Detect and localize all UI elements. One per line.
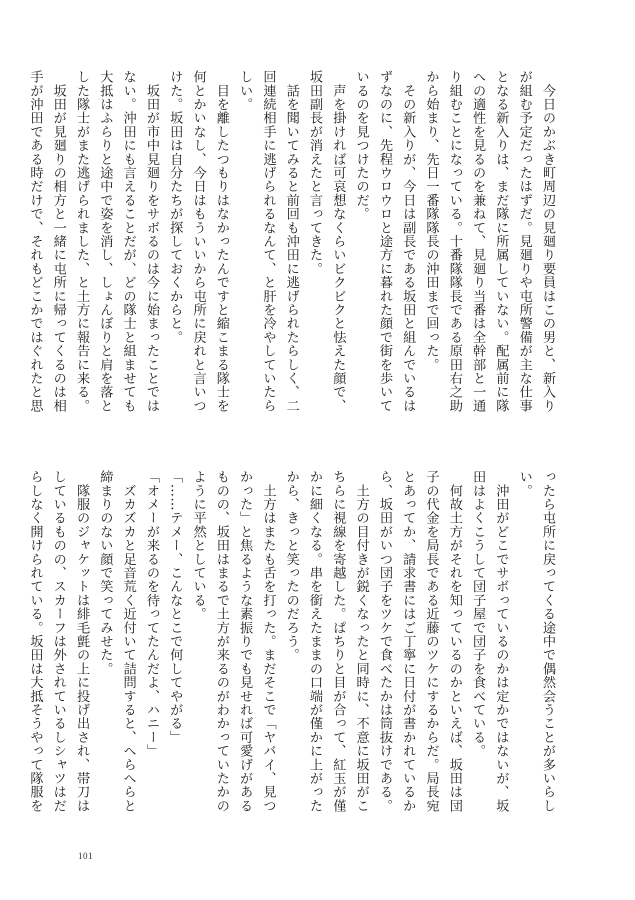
text-line: ちらに視線を寄越した。ぱちりと目が合って、紅玉が僅: [330, 470, 346, 813]
text-line: 坂田副長が消えたと言ってきた。: [307, 70, 323, 276]
text-line: 締まりのない顔で笑ってみせた。: [97, 470, 113, 676]
text-line: 手が沖田である時だけで、それもどこかではぐれたと思: [27, 70, 43, 413]
text-line: ない。沖田にも言えることだが、どの隊士と組ませても: [120, 70, 136, 413]
text-line: 目を離したつもりはなかったんですと縮こまる隊士を: [213, 70, 229, 413]
text-line: らしなく開けられている。坂田は大抵そうやって隊服を: [27, 470, 43, 813]
page-number: 101: [78, 851, 93, 861]
text-line: ものの、坂田はまるで土方が来るのがわかっていたかの: [213, 470, 229, 813]
text-line: かった」と焦るような素振りでも見せれば可愛げがある: [237, 470, 253, 813]
text-line: 回連続相手に逃げられるなんて、と肝を冷やしていたら: [260, 70, 276, 413]
text-line: 大抵はふらりと途中で姿を消し、しょんぼりと肩を落と: [97, 70, 113, 413]
text-line: 「……テメー、こんなとこで何してやがる」: [167, 470, 183, 744]
text-line: しているものの、スカーフは外されているしシャツはだ: [50, 470, 66, 813]
text-line: 土方はまたも舌を打った。まだそこで「ヤバイ、見つ: [260, 470, 276, 813]
text-line: 坂田が見廻りの相方と一緒に屯所に帰ってくるのは相: [50, 70, 66, 413]
text-line: ら、坂田がいつ団子をツケで食べたかは筒抜けである。: [376, 470, 392, 813]
text-line: 何故土方がそれを知っているのかといえば、坂田は団: [446, 470, 462, 813]
text-line: 「オメーが来るのを待ってたんだよ、ハニー」: [143, 470, 159, 758]
text-line: いるのを見つけたのだ。: [353, 70, 369, 221]
text-line: が組む予定だったはずだ。見廻りや屯所警備が主な仕事: [516, 70, 532, 413]
text-line: かに細くなる。串を銜えたままの口端が僅かに上がった: [307, 470, 323, 813]
text-line: ずなのに、先程ウロウロと途方に暮れた顔で街を歩いて: [376, 70, 392, 413]
text-line: 土方の目付きが鋭くなったと同時に、不意に坂田がこ: [353, 470, 369, 813]
text-line: ズカズカと足音荒く近付いて詰問すると、へらへらと: [120, 470, 136, 813]
text-line: となる新入りは、まだ隊に所属していない。配属前に隊: [493, 70, 509, 413]
lower-text-block: [23, 470, 559, 820]
text-line: から始まり、先日一番隊隊長の沖田まで回った。: [423, 70, 439, 372]
text-line: した隊士がまた逃げられました、と土方に報告に来る。: [74, 70, 90, 413]
text-line: しい。: [237, 70, 253, 112]
text-line: から、きっと笑ったのだろう。: [283, 470, 299, 662]
text-line: 沖田がどこでサボっているのかは定かではないが、坂: [493, 470, 509, 813]
text-line: への適性を見るのを兼ねて、見廻り当番は全幹部と一通: [470, 70, 486, 413]
text-line: 何とかいなし、今日はもういいから屯所に戻れと言いつ: [190, 70, 206, 413]
text-line: けた。坂田は自分たちが探しておくからと。: [167, 70, 183, 344]
text-line: 話を聞いてみると前回も沖田に逃げられたらしく、二: [283, 70, 299, 413]
text-line: 隊服のジャケットは緋毛氈の上に投げ出され、帯刀は: [74, 470, 90, 813]
text-line: 子の代金を局長である近藤のツケにするからだ。局長宛: [423, 470, 439, 813]
text-line: 声を掛ければ可哀想なくらいビクビクと怯えた顔で、: [330, 70, 346, 413]
text-line: とあってか、請求書にはご丁寧に日付が書かれているか: [400, 470, 416, 813]
text-line: 今日のかぶき町周辺の見廻り要員はこの男と、新入り: [540, 70, 555, 413]
text-line: ったら屯所に戻ってくる途中で偶然会うことが多いらし: [540, 470, 555, 813]
text-line: り組むことになっている。十番隊隊長である原田右之助: [446, 70, 462, 413]
text-line: その新入りが、今日は副長である坂田と組んでいるは: [400, 70, 416, 413]
text-line: 坂田が市中見廻りをサボるのは今に始まったことでは: [143, 70, 159, 413]
text-line: ように平然としている。: [190, 470, 206, 621]
text-line: 田はよくこうして団子屋で団子を食べている。: [470, 470, 486, 758]
text-line: い。: [516, 470, 532, 498]
upper-text-block: [23, 70, 559, 420]
